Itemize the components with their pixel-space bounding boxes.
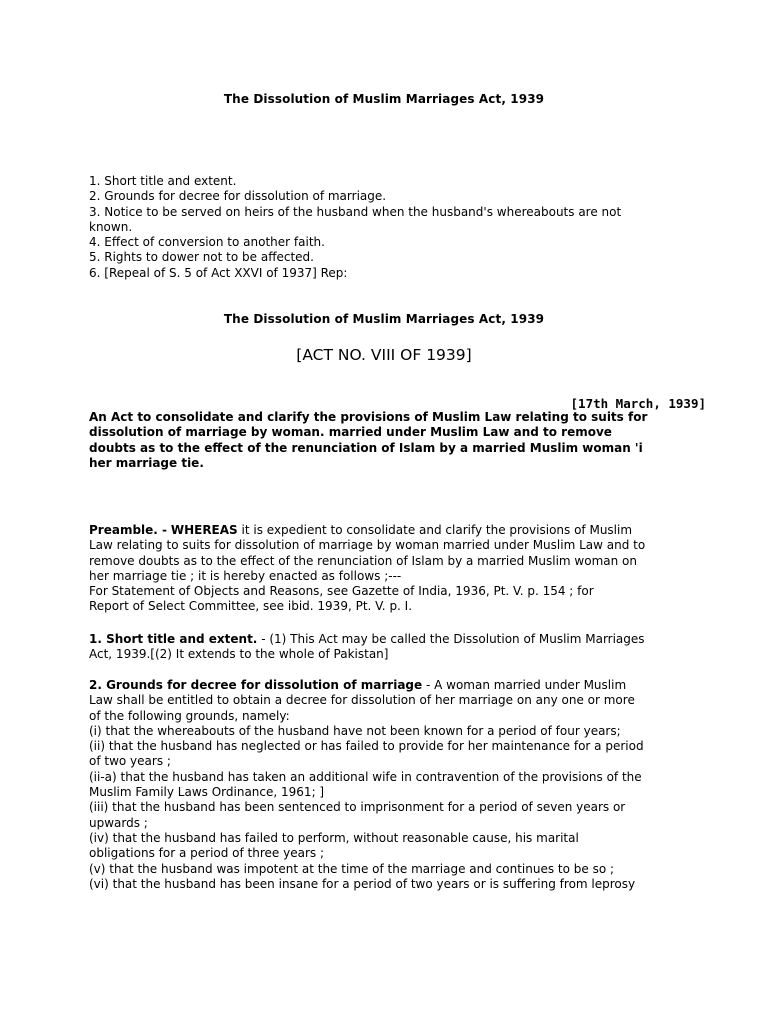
act-number: [ACT NO. VIII OF 1939] xyxy=(296,346,472,364)
ground-item: (vi) that the husband has been insane for a period of two years or is suffering from leprosy xyxy=(89,876,636,891)
section-2-heading: 2. Grounds for decree for dissolution of marriage xyxy=(89,678,423,692)
ground-item-continuation: Muslim Family Laws Ordinance, 1961; ] xyxy=(89,785,325,800)
ground-item: (iii) that the husband has been sentenced to imprisonment for a period of seven years or xyxy=(89,800,626,815)
ground-item: (ii) that the husband has neglected or has failed to provide for her maintenance for a period xyxy=(89,739,644,754)
section-2-text: - A woman married under Muslim xyxy=(422,678,627,692)
long-title-line: her marriage tie. xyxy=(89,455,204,470)
ground-item: (iv) that the husband has failed to perform, without reasonable cause, his marital xyxy=(89,830,579,845)
statement-reference: For Statement of Objects and Reasons, see Gazette of India, 1936, Pt. V. p. 154 ; for xyxy=(89,584,594,599)
toc-item[interactable]: 4. Effect of conversion to another faith. xyxy=(89,235,325,250)
section-1-heading: 1. Short title and extent. xyxy=(89,632,258,646)
long-title-line: An Act to consolidate and clarify the provisions of Muslim Law relating to suits for xyxy=(89,410,648,424)
section-2-line: of the following grounds, namely: xyxy=(89,708,290,723)
section-2-line: Law shall be entitled to obtain a decree for dissolution of her marriage on any one or more xyxy=(89,693,635,708)
toc-item[interactable]: 1. Short title and extent. xyxy=(89,174,237,188)
table-of-contents xyxy=(89,174,684,281)
toc-item[interactable]: 6. [Repeal of S. 5 of Act XXVI of 1937] Rep: xyxy=(89,265,348,280)
preamble-text: it is expedient to consolidate and clarify the provisions of Muslim xyxy=(241,523,633,537)
toc-item[interactable]: 2. Grounds for decree for dissolution of marriage. xyxy=(89,189,387,204)
preamble-label: Preamble. - xyxy=(89,523,168,537)
long-title xyxy=(89,410,689,471)
preamble-line: remove doubts as to the effect of the renunciation of Islam by a married Muslim woman on xyxy=(89,553,637,568)
toc-item[interactable]: 5. Rights to dower not to be affected. xyxy=(89,250,314,265)
ground-item: (ii-a) that the husband has taken an additional wife in contravention of the provisions of the xyxy=(89,769,642,784)
section-1 xyxy=(89,632,684,663)
toc-item[interactable]: 3. Notice to be served on heirs of the husband when the husband's whereabouts are not xyxy=(89,204,622,219)
ground-item: (v) that the husband was impotent at the time of the marriage and continues to be so ; xyxy=(89,861,615,876)
ground-item-continuation: upwards ; xyxy=(89,815,148,830)
section-2 xyxy=(89,678,684,892)
preamble-whereas: WHEREAS xyxy=(170,523,238,537)
preamble xyxy=(89,523,684,615)
long-title-line: dissolution of marriage by woman. married under Muslim Law and to remove xyxy=(89,425,612,440)
toc-item-continuation[interactable]: known. xyxy=(89,219,133,234)
act-date: [17th March, 1939] xyxy=(570,396,706,411)
section-1-line: Act, 1939.[(2) It extends to the whole of Pakistan] xyxy=(89,647,389,662)
long-title-line: doubts as to the effect of the renunciation of Islam by a married Muslim woman 'i xyxy=(89,440,643,455)
act-title: The Dissolution of Muslim Marriages Act, 1939 xyxy=(223,312,545,326)
ground-item-continuation: obligations for a period of three years ; xyxy=(89,846,324,861)
preamble-line: Law relating to suits for dissolution of marriage by woman married under Muslim Law and to xyxy=(89,538,646,553)
ground-item: (i) that the whereabouts of the husband have not been known for a period of four years; xyxy=(89,723,621,738)
preamble-line: her marriage tie ; it is hereby enacted as follows ;--- xyxy=(89,568,402,583)
document-title: The Dissolution of Muslim Marriages Act, 1939 xyxy=(223,92,545,106)
section-1-text: - (1) This Act may be called the Dissolution of Muslim Marriages xyxy=(257,632,645,646)
statement-reference: Report of Select Committee, see ibid. 1939, Pt. V. p. I. xyxy=(89,599,413,614)
ground-item-continuation: of two years ; xyxy=(89,754,171,769)
